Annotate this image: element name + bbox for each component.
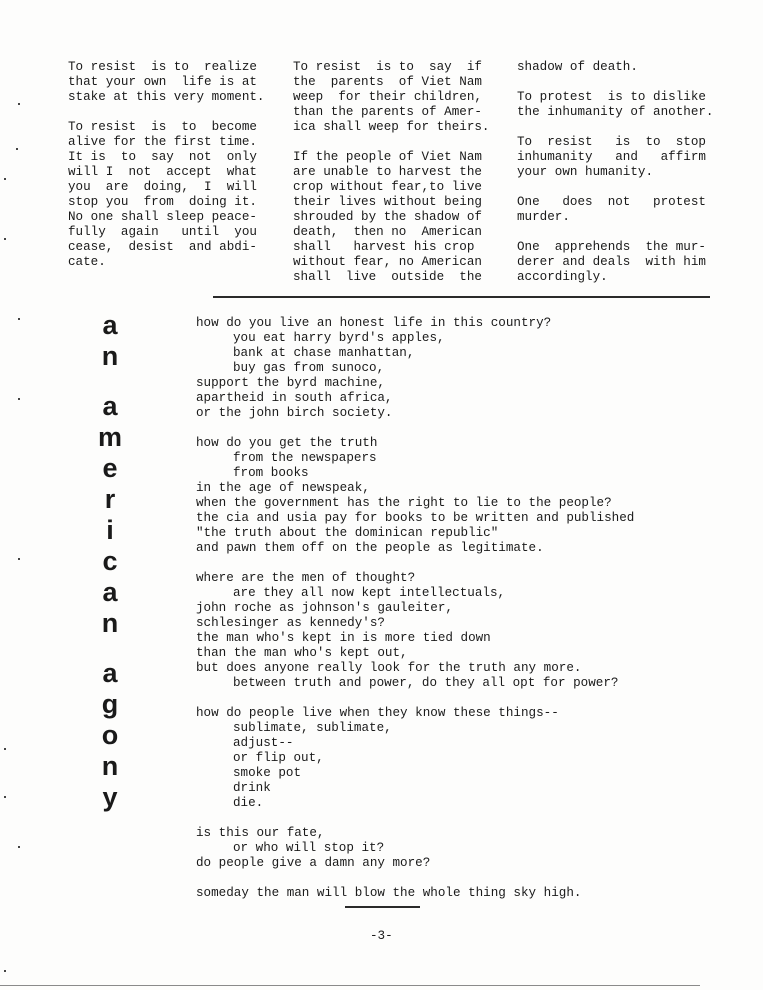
poem-line: how do you get the truth <box>196 436 378 450</box>
text-line: the inhumanity of another. <box>517 105 714 119</box>
column-middle <box>293 60 490 285</box>
page-number: -3- <box>370 929 393 943</box>
paragraph-gap <box>68 105 265 120</box>
poem-line: how do people live when they know these things-- <box>196 706 559 720</box>
text-line: One does not protest <box>517 195 706 209</box>
text-line: stop you from doing it. <box>68 195 257 209</box>
scan-speck <box>18 318 20 320</box>
text-line: crop without fear,to live <box>293 180 482 194</box>
text-line: derer and deals with him <box>517 255 706 269</box>
poem-line: john roche as johnson's gauleiter, <box>196 601 453 615</box>
text-line: stake at this very moment. <box>68 90 265 104</box>
text-line: than the parents of Amer- <box>293 105 482 119</box>
poem-line: buy gas from sunoco, <box>233 361 385 375</box>
poem-stanza <box>196 826 634 871</box>
text-line: will I not accept what <box>68 165 257 179</box>
text-line: One apprehends the mur- <box>517 240 706 254</box>
text-line: shadow of death. <box>517 60 638 74</box>
poem-line: or who will stop it? <box>233 841 385 855</box>
stanza-gap <box>196 556 634 571</box>
scan-speck <box>16 148 18 150</box>
column-paragraph <box>517 240 714 285</box>
text-line: shrouded by the shadow of <box>293 210 482 224</box>
poem-stanza <box>196 886 634 901</box>
text-line: inhumanity and affirm <box>517 150 706 164</box>
column-paragraph <box>68 60 265 105</box>
scan-speck <box>4 796 6 798</box>
column-paragraph <box>517 90 714 120</box>
text-line: If the people of Viet Nam <box>293 150 482 164</box>
poem-line: "the truth about the dominican republic" <box>196 526 499 540</box>
poem-line: are they all now kept intellectuals, <box>233 586 506 600</box>
title-letter: o <box>101 720 119 750</box>
stanza-gap <box>196 691 634 706</box>
text-line: are unable to harvest the <box>293 165 482 179</box>
poem-line: in the age of newspeak, <box>196 481 370 495</box>
paragraph-gap <box>517 75 714 90</box>
text-line: To resist is to say if <box>293 60 482 74</box>
column-paragraph <box>293 60 490 135</box>
poem-line: or flip out, <box>233 751 324 765</box>
text-line: It is to say not only <box>68 150 257 164</box>
poem-line: someday the man will blow the whole thing sky high. <box>196 886 582 900</box>
poem-line: support the byrd machine, <box>196 376 385 390</box>
title-letter: a <box>102 310 118 340</box>
title-letter: a <box>102 391 118 421</box>
text-line: ica shall weep for theirs. <box>293 120 490 134</box>
paragraph-gap <box>293 135 490 150</box>
poem-line: is this our fate, <box>196 826 325 840</box>
poem-line: die. <box>233 796 264 810</box>
title-letter: y <box>102 782 118 812</box>
poem-line: adjust-- <box>233 736 294 750</box>
text-line: To resist is to stop <box>517 135 706 149</box>
stanza-gap <box>196 871 634 886</box>
poem-line: from books <box>233 466 309 480</box>
poem-line: how do you live an honest life in this country? <box>196 316 552 330</box>
text-line: cease, desist and abdi- <box>68 240 257 254</box>
poem-stanza <box>196 571 634 691</box>
text-line: cate. <box>68 255 106 269</box>
poem-line: between truth and power, do they all opt for power? <box>233 676 619 690</box>
column-paragraph <box>517 135 714 180</box>
vertical-title <box>90 310 130 813</box>
column-paragraph <box>517 60 714 75</box>
text-line: shall harvest his crop <box>293 240 475 254</box>
text-line: To resist is to become <box>68 120 257 134</box>
column-paragraph <box>293 150 490 285</box>
poem-line: apartheid in south africa, <box>196 391 393 405</box>
stanza-gap <box>196 811 634 826</box>
column-paragraph <box>517 195 714 225</box>
scan-speck <box>4 970 6 972</box>
poem-line: and pawn them off on the people as legitimate. <box>196 541 544 555</box>
poem-line: bank at chase manhattan, <box>233 346 415 360</box>
text-line: To protest is to dislike <box>517 90 706 104</box>
text-line: murder. <box>517 210 570 224</box>
page-bottom-edge <box>0 985 700 986</box>
text-line: their lives without being <box>293 195 482 209</box>
paragraph-gap <box>517 120 714 135</box>
poem-line: the man who's kept in is more tied down <box>196 631 491 645</box>
title-letter: c <box>102 546 118 576</box>
scan-speck <box>18 846 20 848</box>
scan-speck <box>18 398 20 400</box>
title-letter: n <box>101 341 119 371</box>
text-line: that your own life is at <box>68 75 257 89</box>
text-line: To resist is to realize <box>68 60 257 74</box>
scan-speck <box>18 103 20 105</box>
title-letter: m <box>97 422 122 452</box>
poem-stanza <box>196 706 634 811</box>
text-line: fully again until you <box>68 225 257 239</box>
stanza-gap <box>196 421 634 436</box>
title-letter: a <box>102 658 118 688</box>
section-divider-rule <box>213 296 710 298</box>
column-paragraph <box>68 120 265 270</box>
poem-line: but does anyone really look for the truth any more. <box>196 661 582 675</box>
text-line: you are doing, I will <box>68 180 257 194</box>
poem-line: or the john birch society. <box>196 406 393 420</box>
scan-speck <box>18 558 20 560</box>
poem-line: when the government has the right to lie to the people? <box>196 496 612 510</box>
title-letter: n <box>101 608 119 638</box>
title-letter: i <box>106 515 114 545</box>
column-right <box>517 60 714 285</box>
title-letter: n <box>101 751 119 781</box>
text-line: shall live outside the <box>293 270 482 284</box>
text-line: the parents of Viet Nam <box>293 75 482 89</box>
title-word-gap <box>90 639 130 658</box>
title-letter: r <box>104 484 116 514</box>
poem-line: sublimate, sublimate, <box>233 721 392 735</box>
paragraph-gap <box>517 180 714 195</box>
poem-line: from the newspapers <box>233 451 377 465</box>
poem-body <box>196 316 634 901</box>
poem-line: schlesinger as kennedy's? <box>196 616 385 630</box>
poem-end-rule <box>345 906 420 908</box>
text-line: without fear, no American <box>293 255 482 269</box>
text-line: weep for their children, <box>293 90 482 104</box>
title-letter: g <box>101 689 119 719</box>
poem-line: than the man who's kept out, <box>196 646 408 660</box>
title-letter: a <box>102 577 118 607</box>
text-line: your own humanity. <box>517 165 654 179</box>
poem-line: where are the men of thought? <box>196 571 416 585</box>
title-letter: e <box>102 453 118 483</box>
text-line: accordingly. <box>517 270 608 284</box>
poem-stanza <box>196 436 634 556</box>
title-word-gap <box>90 372 130 391</box>
column-left <box>68 60 265 270</box>
poem-line: you eat harry byrd's apples, <box>233 331 445 345</box>
poem-line: smoke pot <box>233 766 302 780</box>
scan-speck <box>4 748 6 750</box>
paragraph-gap <box>517 225 714 240</box>
text-line: alive for the first time. <box>68 135 257 149</box>
poem-stanza <box>196 316 634 421</box>
poem-line: do people give a damn any more? <box>196 856 431 870</box>
poem-line: drink <box>233 781 271 795</box>
scan-speck <box>4 238 6 240</box>
text-line: No one shall sleep peace- <box>68 210 257 224</box>
scan-speck <box>4 178 6 180</box>
poem-line: the cia and usia pay for books to be written and published <box>196 511 635 525</box>
text-line: death, then no American <box>293 225 482 239</box>
